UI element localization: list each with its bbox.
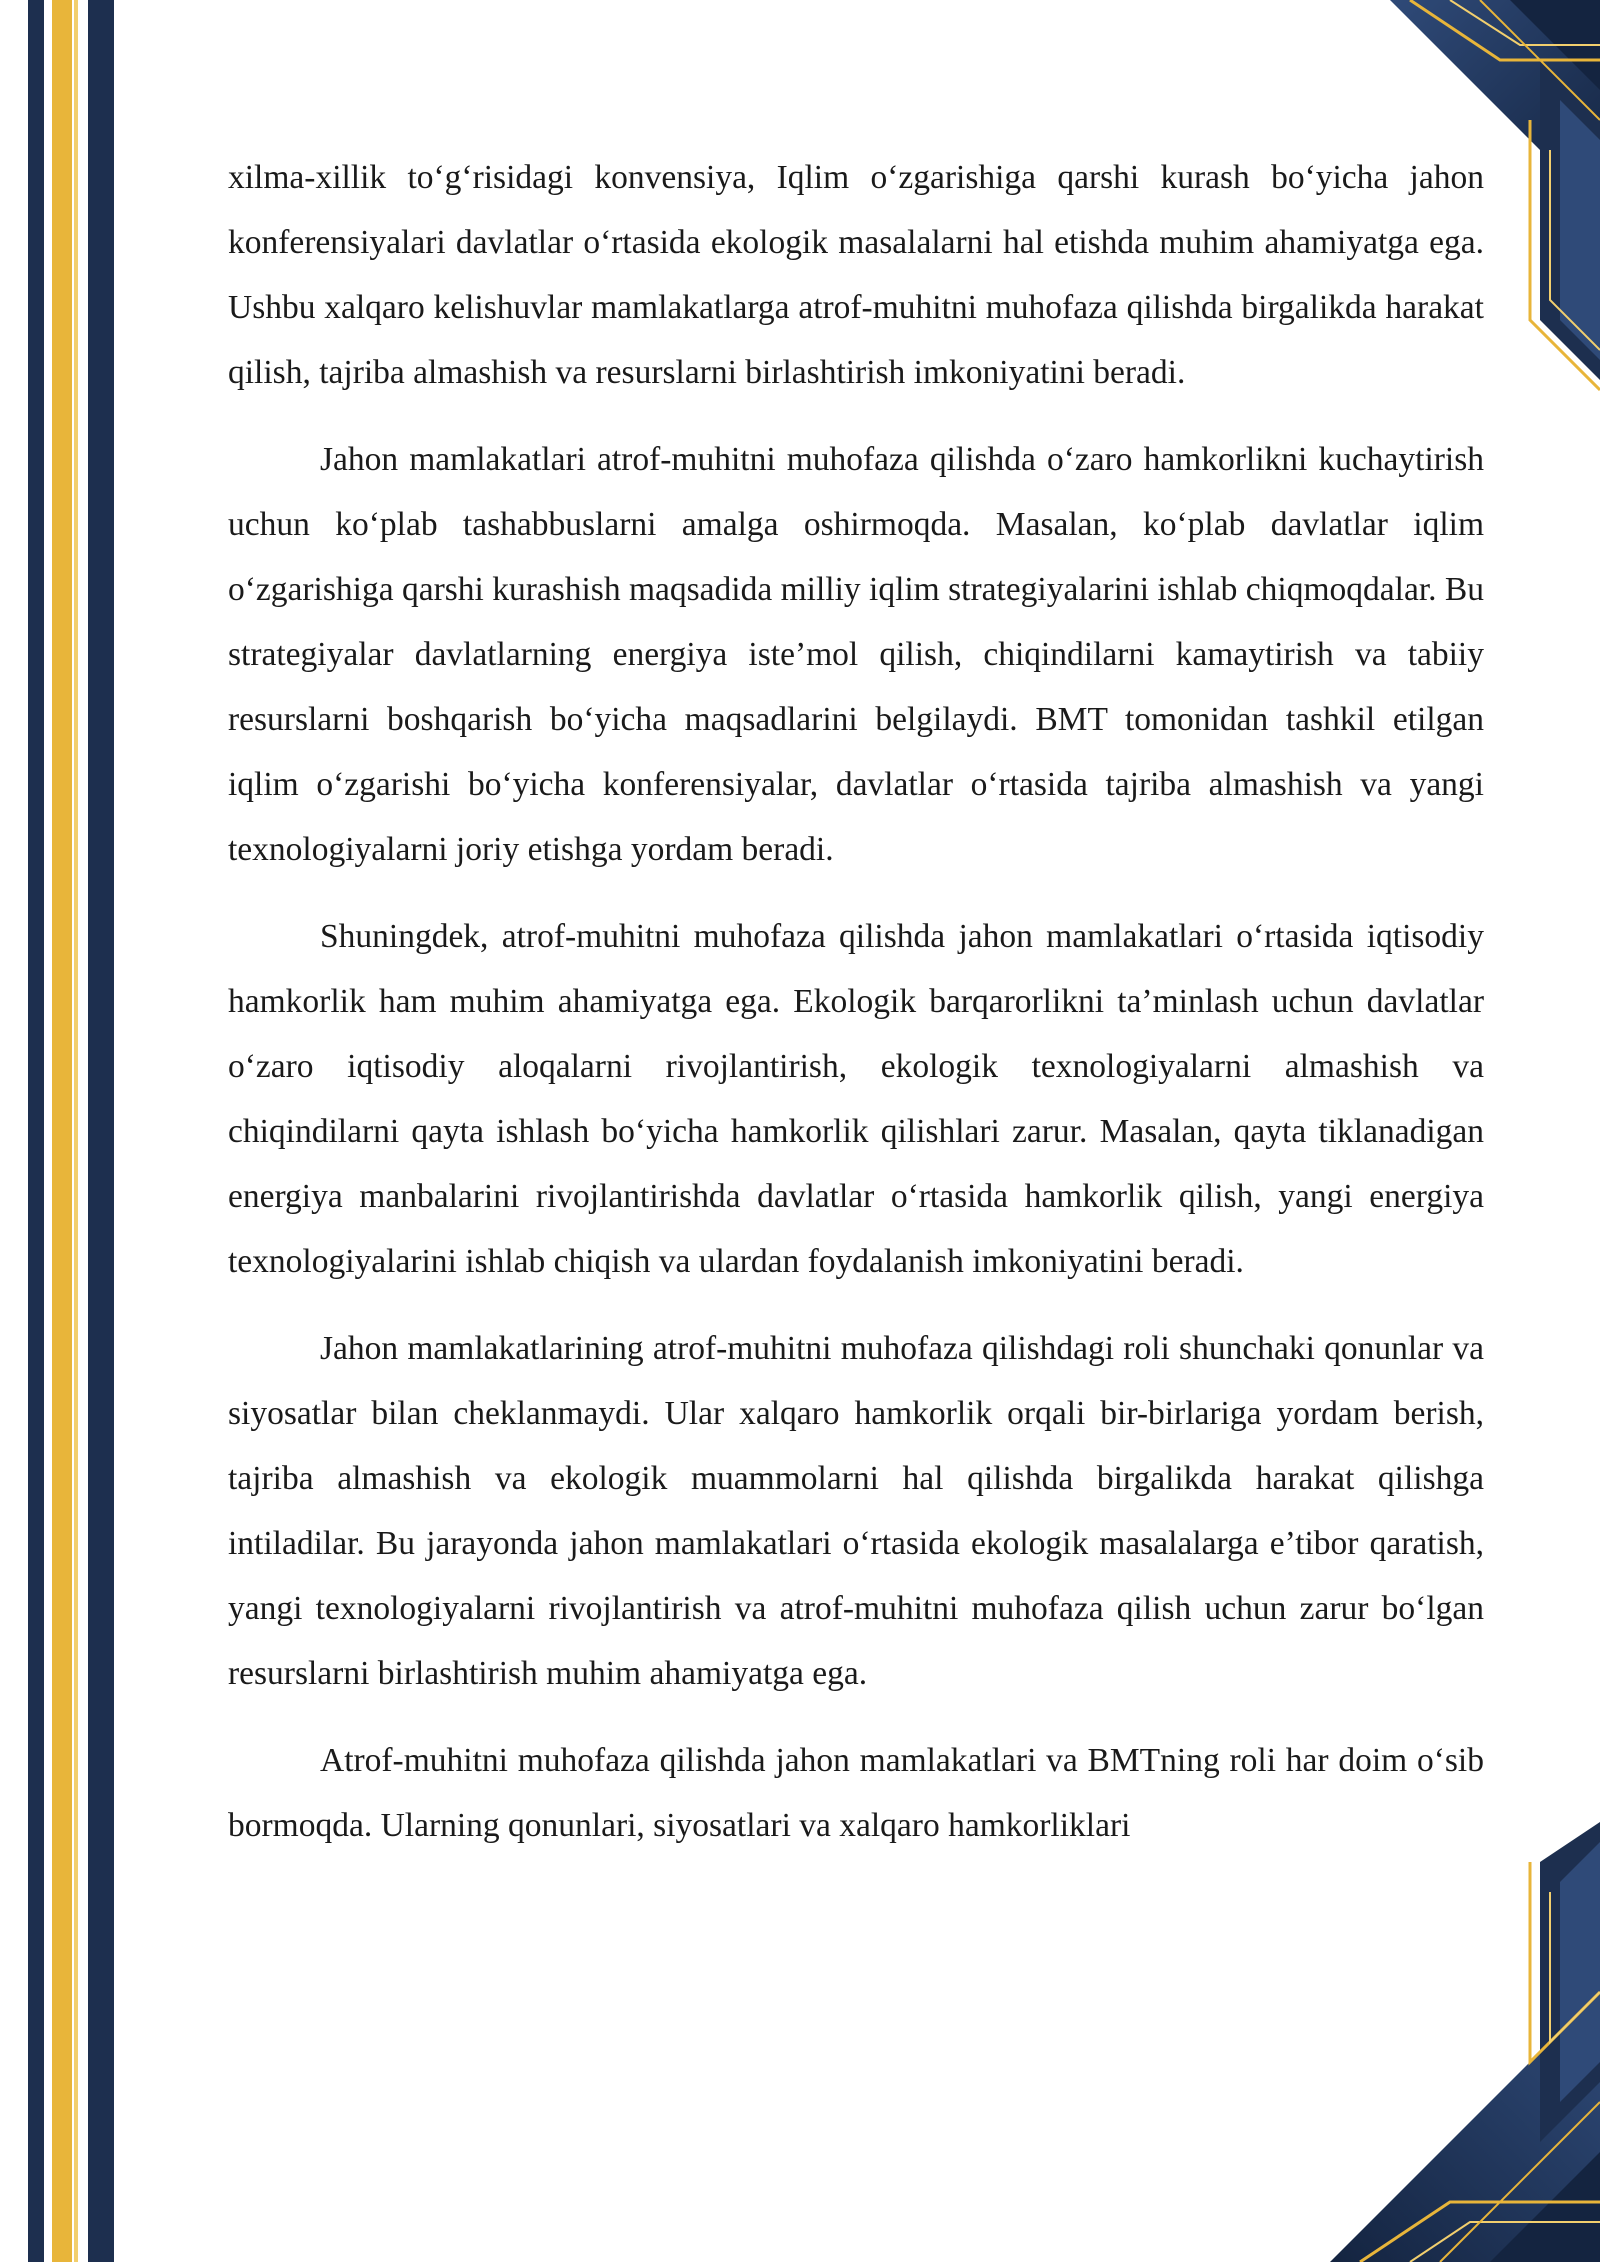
paragraph-1: xilma-xillik to‘g‘risidagi konvensiya, Iqlim o‘zgarishiga qarshi kurash bo‘yicha jahon konferensiyalari davlatlar o‘rtasida ekologik masalalarni hal etishda muhim ahamiyatga ega. Ushbu xalqaro kelishuvlar mamlakatlarga atrof-muhitni muhofaza qilishda birgalikda harakat qilish, tajriba almashish va resurslarni birlashtirish imkoniyatini beradi. (228, 159, 1484, 391)
paragraph-3: Shuningdek, atrof-muhitni muhofaza qilishda jahon mamlakatlari o‘rtasida iqtisodiy hamkorlik ham muhim ahamiyatga ega. Ekologik barqarorlikni ta’minlash uchun davlatlar o‘zaro iqtisodiy aloqalarni rivojlantirish, ekologik texnologiyalarni almashish va chiqindilarni qayta ishlash bo‘yicha hamkorlik qilishlari zarur. Masalan, qayta tiklanadigan energiya manbalarini rivojlantirishda davlatlar o‘rtasida hamkorlik qilish, yangi energiya texnologiyalarini ishlab chiqish va ulardan foydalanish imkoniyatini beradi. (228, 918, 1484, 1280)
paragraph-4: Jahon mamlakatlarining atrof-muhitni muhofaza qilishdagi roli shunchaki qonunlar va siyosatlar bilan cheklanmaydi. Ular xalqaro hamkorlik orqali bir-birlariga yordam berish, tajriba almashish va ekologik muammolarni hal qilishda birgalikda harakat qilishga intiladilar. Bu jarayonda jahon mamlakatlari o‘rtasida ekologik masalalarga e’tibor qaratish, yangi texnologiyalarni rivojlantirish va atrof-muhitni muhofaza qilish uchun zarur bo‘lgan resurslarni birlashtirish muhim ahamiyatga ega. (228, 1330, 1484, 1692)
paragraph-2: Jahon mamlakatlari atrof-muhitni muhofaza qilishda o‘zaro hamkorlikni kuchaytirish uchun ko‘plab tashabbuslarni amalga oshirmoqda. Masalan, ko‘plab davlatlar iqlim o‘zgarishiga qarshi kurashish maqsadida milliy iqlim strategiyalarini ishlab chiqmoqdalar. Bu strategiyalar davlatlarning energiya iste’mol qilish, chiqindilarni kamaytirish va tabiiy resurslarni boshqarish bo‘yicha maqsadlarini belgilaydi. BMT tomonidan tashkil etilgan iqlim o‘zgarishi bo‘yicha konferensiyalar, davlatlar o‘rtasida tajriba almashish va yangi texnologiyalarni joriy etishga yordam beradi. (228, 441, 1484, 868)
bottom-right-corner-ornament (1180, 1822, 1600, 2262)
paragraph-5: Atrof-muhitni muhofaza qilishda jahon mamlakatlari va BMTning roli har doim o‘sib bormoqda. Ularning qonunlari, siyosatlari va xalqaro hamkorliklari (228, 1742, 1484, 1844)
left-stripe-gold-thin (74, 0, 78, 2262)
left-decorative-border (0, 0, 140, 2262)
left-stripe-navy-outer (28, 0, 44, 2262)
left-stripe-navy-inner (88, 0, 114, 2262)
left-stripe-gold-wide (52, 0, 72, 2262)
document-body (228, 145, 1484, 1858)
